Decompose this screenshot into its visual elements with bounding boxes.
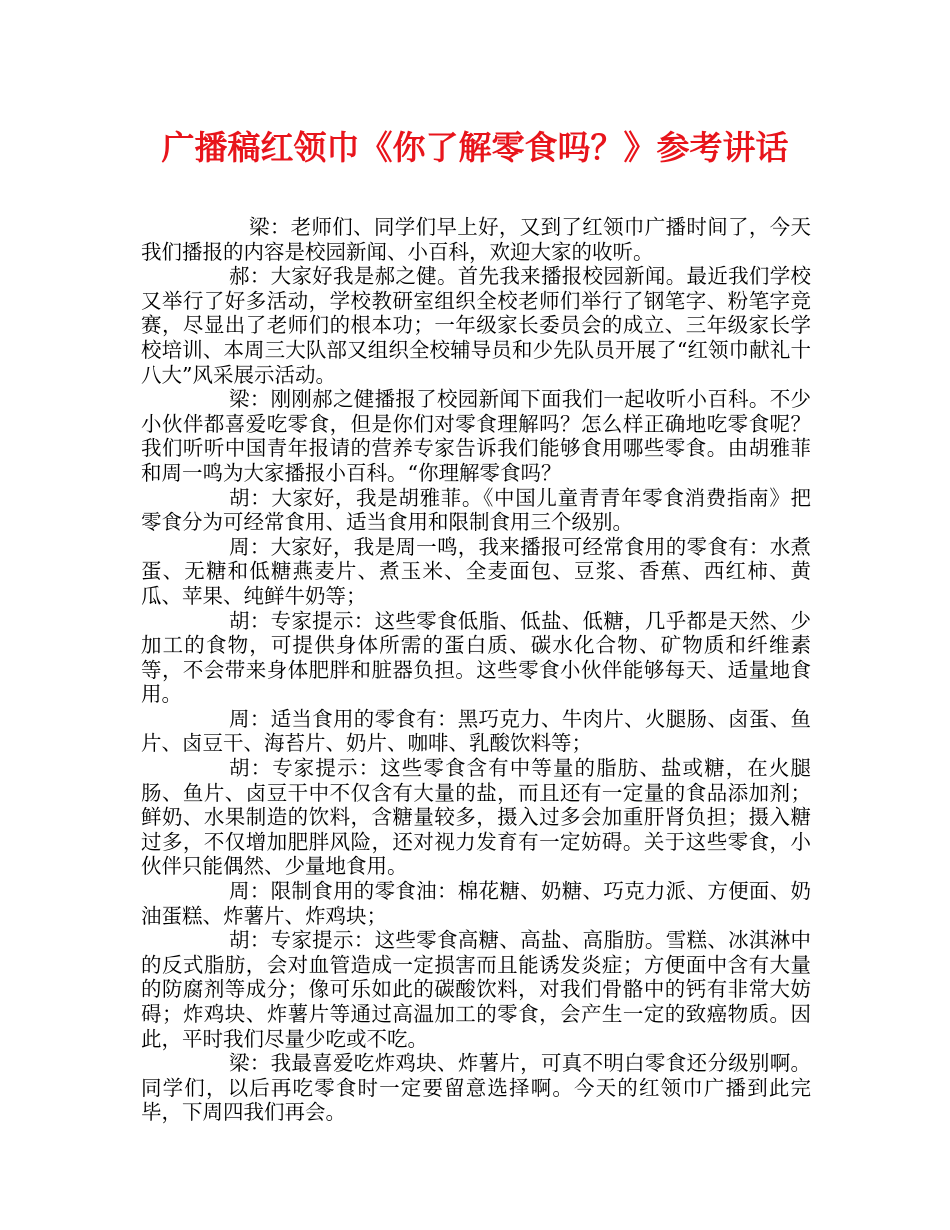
paragraph-hao-campus-news: 郝：大家好我是郝之健。首先我来播报校园新闻。最近我们学校又举行了好多活动，学校教研室组织全校老师们举行了钢笔字、粉笔字竞赛，尽显出了老师们的根本功；一年级家长委员会的成立、三年级家长学校培训、本周三大队部又组织全校辅导员和少先队员开展了“红领巾献礼十八大”风采展示活动。 (141, 264, 811, 387)
document-body (141, 215, 811, 1125)
page-title: 广播稿红领巾《你了解零食吗？》参考讲话 (161, 128, 789, 167)
paragraph-liang-closing: 梁：我最喜爱吃炸鸡块、炸薯片，可真不明白零食还分级别啊。同学们，以后再吃零食时一定要留意选择啊。今天的红领巾广播到此完毕，下周四我们再会。 (141, 1051, 811, 1125)
paragraph-hu-tip-moderate: 胡：专家提示：这些零食含有中等量的脂肪、盐或糖，在火腿肠、鱼片、卤豆干中不仅含有大量的盐，而且还有一定量的食品添加剂；鲜奶、水果制造的饮料，含糖量较多，摄入过多会加重肝肾负担；摄入糖过多，不仅增加肥胖风险，还对视力发育有一定妨碍。关于这些零食，小伙伴只能偶然、少量地食用。 (141, 756, 811, 879)
paragraph-hu-guide: 胡：大家好，我是胡雅菲。《中国儿童青青年零食消费指南》把零食分为可经常食用、适当食用和限制食用三个级别。 (141, 485, 811, 535)
paragraph-zhou-regular-snacks: 周：大家好，我是周一鸣，我来播报可经常食用的零食有：水煮蛋、无糖和低糖燕麦片、煮玉米、全麦面包、豆浆、香蕉、西红柿、黄瓜、苹果、纯鲜牛奶等； (141, 534, 811, 608)
paragraph-liang-opening: 梁：老师们、同学们早上好，又到了红领巾广播时间了，今天我们播报的内容是校园新闻、小百科，欢迎大家的收听。 (141, 215, 811, 264)
paragraph-hu-tip-limited: 胡：专家提示：这些零食高糖、高盐、高脂肪。雪糕、冰淇淋中的反式脂肪，会对血管造成一定损害而且能诱发炎症；方便面中含有大量的防腐剂等成分；像可乐如此的碳酸饮料，对我们骨骼中的钙有非常大妨碍；炸鸡块、炸薯片等通过高温加工的零食，会产生一定的致癌物质。因此，平时我们尽量少吃或不吃。 (141, 928, 811, 1051)
paragraph-zhou-moderate-snacks: 周：适当食用的零食有：黑巧克力、牛肉片、火腿肠、卤蛋、鱼片、卤豆干、海苔片、奶片、咖啡、乳酸饮料等； (141, 706, 811, 756)
paragraph-hu-tip-regular: 胡：专家提示：这些零食低脂、低盐、低糖，几乎都是天然、少加工的食物，可提供身体所需的蛋白质、碳水化合物、矿物质和纤维素等，不会带来身体肥胖和脏器负担。这些零食小伙伴能够每天、适量地食用。 (141, 608, 811, 707)
paragraph-liang-intro-encyclopedia: 梁：刚刚郝之健播报了校园新闻下面我们一起收听小百科。不少小伙伴都喜爱吃零食，但是你们对零食理解吗？怎么样正确地吃零食呢？我们听听中国青年报请的营养专家告诉我们能够食用哪些零食。由胡雅菲和周一鸣为大家播报小百科。“你理解零食吗？ (141, 387, 811, 485)
paragraph-zhou-limited-snacks: 周：限制食用的零食油：棉花糖、奶糖、巧克力派、方便面、奶油蛋糕、炸薯片、炸鸡块； (141, 879, 811, 928)
